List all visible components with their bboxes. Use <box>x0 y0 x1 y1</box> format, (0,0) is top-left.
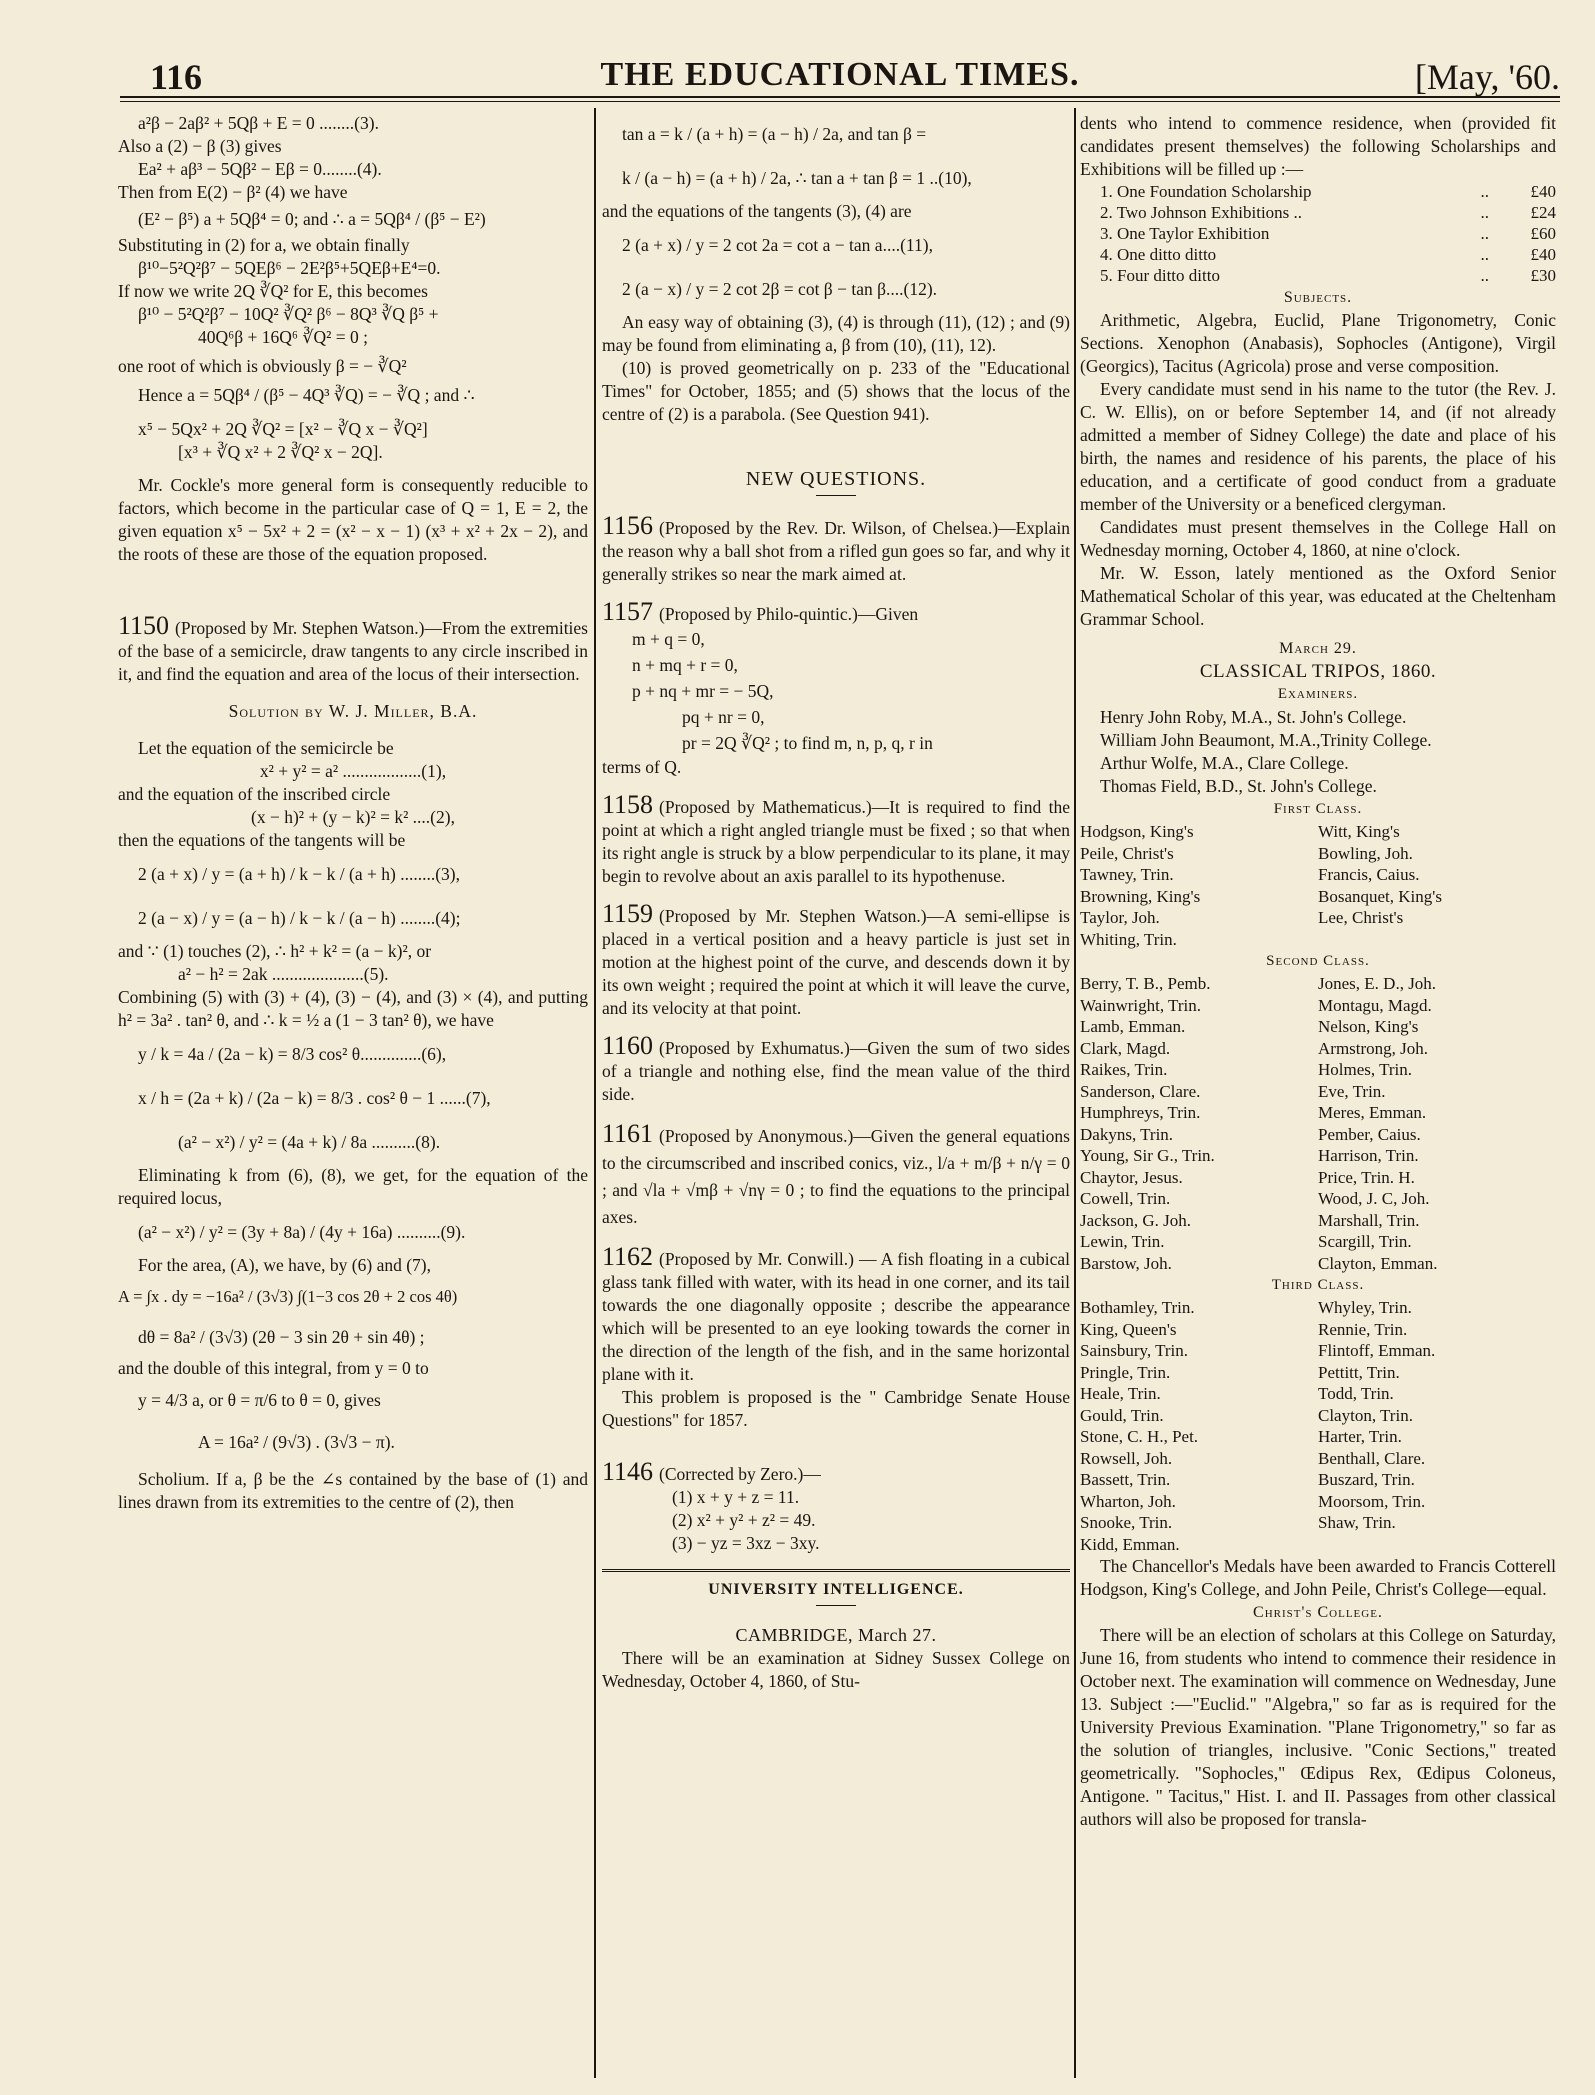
equation: (E² − β⁵) a + 5Qβ⁴ = 0; and ∴ a = 5Qβ⁴ / (β⁵ − E²) <box>138 209 486 229</box>
text-line: and the equations of the tangents (3), (4) are <box>602 201 912 221</box>
table-cell: Bowling, Joh. <box>1318 843 1413 863</box>
table-cell: Harrison, Trin. <box>1318 1146 1419 1165</box>
paragraph: An easy way of obtaining (3), (4) is through (11), (12) ; and (9) may be found from eliminating a, β from (10), (11), 12). <box>602 312 1070 355</box>
question-1161 <box>602 1120 1070 1231</box>
text-line: then the equations of the tangents will be <box>118 830 406 850</box>
table-cell: Meres, Emman. <box>1318 1103 1427 1122</box>
question-text: (Proposed by Exhumatus.)—Given the sum of two sides of a triangle and nothing else, find the mean value of the third side. <box>602 1038 1070 1104</box>
table-cell <box>1318 929 1556 951</box>
paragraph: This problem is proposed is the " Cambridge Senate House Questions" for 1857. <box>602 1387 1070 1430</box>
table-cell: Todd, Trin. <box>1318 1384 1394 1403</box>
equation: (3) − yz = 3xz − 3xy. <box>672 1533 820 1553</box>
table-row <box>1080 1383 1556 1405</box>
equation: 2 (a + x) / y = (a + h) / k − k / (a + h) ........(3), <box>138 864 460 884</box>
paragraph: There will be an election of scholars at this College on Saturday, June 16, from students who intend to commence their residence in October next. The examination will commence on Wednesday, June 13. Subject :—"Euclid." "Algebra," so far as is required for the University Previous Examination. "Plane Trigonometry," so far as the solution of triangles, inclusive. "Conic Sections," treated geometrically. "Sophocles," Œdipus Rex, Œdipus Coloneus, Antigone. " Tacitus," Hist. I. and II. Passages from other classical authors will also be proposed for transla- <box>1080 1625 1556 1829</box>
paragraph: (10) is proved geometrically on p. 233 of the "Educational Times" for October, 1855; and (5) shows that the locus of the centre of (2) is a parabola. (See Question 941). <box>602 358 1070 424</box>
question-number: 1160 <box>602 1031 654 1060</box>
table-row <box>1080 1448 1556 1470</box>
table-cell: Clayton, Trin. <box>1318 1405 1413 1425</box>
table-cell: .. <box>1480 224 1489 243</box>
table-cell: Peile, Christ's <box>1080 843 1174 863</box>
equation: x / h = (2a + k) / (2a − k) = 8/3 . cos² θ − 1 ......(7), <box>138 1088 491 1108</box>
second-class-heading: Second Class. <box>1266 953 1370 969</box>
table-row <box>1080 1038 1556 1060</box>
column-divider-1 <box>594 108 596 2078</box>
table-cell: 3. One Taylor Exhibition <box>1100 224 1270 243</box>
table-row <box>1080 223 1556 244</box>
table-cell: Stone, C. H., Pet. <box>1080 1427 1199 1446</box>
paragraph: Every candidate must send in his name to the tutor (the Rev. J. C. W. Ellis), on or before September 14, and (if not already admitted a member of Sidney College) the date and place of his birth, the names and residence of his parents, the place of his education, and a certificate of good conduct from a graduate member of the University or a beneficed clergyman. <box>1080 379 1556 514</box>
divider <box>816 1605 856 1606</box>
question-1162 <box>602 1242 1070 1386</box>
table-cell: Pringle, Trin. <box>1080 1362 1171 1382</box>
table-row <box>1080 995 1556 1017</box>
table-cell: Lamb, Emman. <box>1080 1017 1186 1036</box>
question-text: (Proposed by Mr. Stephen Watson.)—From the extremities of the base of a semicircle, draw tangents to any circle inscribed in it, and find the equation and area of the locus of their intersection. <box>118 618 588 684</box>
table-row <box>1080 244 1556 265</box>
question-1160 <box>602 1031 1070 1106</box>
equation: a²β − 2aβ² + 5Qβ + E = 0 ........(3). <box>138 113 379 133</box>
table-row <box>1080 864 1556 886</box>
text-line: one root of which is obviously β = − ∛Q² <box>118 356 407 376</box>
table-cell: Eve, Trin. <box>1318 1081 1386 1101</box>
question-number: 1159 <box>602 899 654 928</box>
table-row <box>1080 265 1556 286</box>
question-1146 <box>602 1457 1070 1486</box>
table-cell: £24 <box>1530 203 1556 222</box>
table-cell: Bassett, Trin. <box>1080 1470 1171 1489</box>
examiner: William John Beaumont, M.A.,Trinity College. <box>1100 730 1432 750</box>
examiner: Henry John Roby, M.A., St. John's College. <box>1100 707 1407 727</box>
examiners-heading: Examiners. <box>1277 686 1359 702</box>
text-line: Substituting in (2) for a, we obtain finally <box>118 235 410 255</box>
table-cell: Armstrong, Joh. <box>1318 1038 1429 1058</box>
question-1150 <box>118 611 588 686</box>
table-row <box>1080 1319 1556 1341</box>
table-row <box>1080 1081 1556 1103</box>
table-row <box>1080 821 1556 843</box>
table-cell: Jones, E. D., Joh. <box>1318 974 1437 993</box>
table-cell: Whyley, Trin. <box>1318 1298 1412 1317</box>
text-line: and the double of this integral, from y = 0 to <box>118 1358 429 1378</box>
table-cell: Berry, T. B., Pemb. <box>1080 974 1211 993</box>
march-heading: March 29. <box>1279 640 1357 657</box>
table-row <box>1080 202 1556 223</box>
question-text: (Proposed by the Rev. Dr. Wilson, of Chelsea.)—Explain the reason why a ball shot from a rifled gun goes so far, and why it generally strikes so near the mark aimed at. <box>602 518 1070 584</box>
table-row <box>1080 1059 1556 1081</box>
first-class-table <box>1080 821 1556 950</box>
examiner: Arthur Wolfe, M.A., Clare College. <box>1100 753 1349 773</box>
table-cell: Browning, King's <box>1080 886 1201 906</box>
table-cell: Marshall, Trin. <box>1318 1210 1420 1230</box>
table-cell: Harter, Trin. <box>1318 1427 1402 1446</box>
text-line: For the area, (A), we have, by (6) and (7), <box>138 1255 432 1275</box>
table-cell: Price, Trin. H. <box>1318 1167 1415 1187</box>
table-row <box>1080 1297 1556 1319</box>
question-text: (Proposed by Anonymous.)—Given the general equations to the circumscribed and inscribed conics, viz., l/a + m/β + n/γ = 0 ; and √la + √mβ + √nγ = 0 ; to find the equations to the principal axes. <box>602 1126 1070 1227</box>
table-cell: Rowsell, Joh. <box>1080 1448 1173 1468</box>
equation: 2 (a + x) / y = 2 cot 2a = cot a − tan a....(11), <box>622 235 933 255</box>
paragraph: Scholium. If a, β be the ∠s contained by the base of (1) and lines drawn from its extremities to the centre of (2), then <box>118 1469 588 1512</box>
question-number: 1158 <box>602 790 654 819</box>
equation: pr = 2Q ∛Q² ; to find m, n, p, q, r in <box>682 733 933 753</box>
table-cell: Sainsbury, Trin. <box>1080 1341 1189 1360</box>
table-cell: Humphreys, Trin. <box>1080 1103 1201 1122</box>
publication-title: THE EDUCATIONAL TIMES. <box>600 56 1080 93</box>
question-text: (Proposed by Mathematicus.)—It is required to find the point at which a right angled triangle must be fixed ; so that when its right angle is struck by a blow perpendicular to its plane, it may begin to revolve about an axis parallel to its hypothenuse. <box>602 797 1070 886</box>
page-header <box>120 52 1560 96</box>
table-row <box>1080 1340 1556 1362</box>
equation: β¹⁰ − 5²Q²β⁷ − 10Q² ∛Q² β⁶ − 8Q³ ∛Q β⁵ + <box>138 304 439 324</box>
table-cell: Young, Sir G., Trin. <box>1080 1146 1215 1165</box>
equation: 40Q⁶β + 16Q⁶ ∛Q² = 0 ; <box>198 327 369 347</box>
table-cell: Buszard, Trin. <box>1318 1470 1415 1489</box>
table-cell: Holmes, Trin. <box>1318 1060 1412 1079</box>
equation: 2 (a − x) / y = 2 cot 2β = cot β − tan β....(12). <box>622 279 938 299</box>
table-row <box>1080 1512 1556 1534</box>
table-cell: King, Queen's <box>1080 1319 1177 1339</box>
table-cell: £30 <box>1530 266 1556 285</box>
table-row <box>1080 929 1556 951</box>
equation: x² + y² = a² ..................(1), <box>259 761 447 781</box>
equation: Ea² + aβ³ − 5Qβ² − Eβ = 0........(4). <box>138 159 382 179</box>
text-line: terms of Q. <box>602 757 682 777</box>
equation: a² − h² = 2ak .....................(5). <box>178 964 389 984</box>
table-cell: 4. One ditto ditto <box>1100 245 1217 264</box>
text-line: Also a (2) − β (3) gives <box>118 136 282 156</box>
equation: y / k = 4a / (2a − k) = 8/3 cos² θ..............(6), <box>138 1044 447 1064</box>
paragraph: Eliminating k from (6), (8), we get, for the equation of the required locus, <box>118 1165 588 1208</box>
third-class-heading: Third Class. <box>1271 1277 1365 1293</box>
paragraph: There will be an examination at Sidney Sussex College on Wednesday, October 4, 1860, of Stu- <box>602 1648 1070 1691</box>
christs-college-heading: Christ's College. <box>1253 1604 1383 1621</box>
equation: p + nq + mr = − 5Q, <box>632 681 774 701</box>
divider <box>816 495 856 496</box>
table-cell: Shaw, Trin. <box>1318 1513 1396 1532</box>
table-cell: Witt, King's <box>1318 822 1400 841</box>
paragraph: Mr. W. Esson, lately mentioned as the Oxford Senior Mathematical Scholar of this year, was educated at the Cheltenham Grammar School. <box>1080 563 1556 629</box>
equation: A = ∫x . dy = −16a² / (3√3) ∫(1−3 cos 2θ + 2 cos 4θ) <box>118 1287 458 1306</box>
table-row <box>1080 181 1556 202</box>
equation: (2) x² + y² + z² = 49. <box>672 1510 816 1530</box>
table-cell: Dakyns, Trin. <box>1080 1124 1174 1144</box>
table-cell: .. <box>1480 266 1489 285</box>
third-class-table <box>1080 1297 1556 1555</box>
scholarships-table <box>1080 181 1556 286</box>
table-cell: Francis, Caius. <box>1318 865 1420 884</box>
page-number: 116 <box>150 57 203 97</box>
equation: (a² − x²) / y² = (3y + 8a) / (4y + 16a) ..........(9). <box>138 1222 466 1242</box>
table-row <box>1080 973 1556 995</box>
table-cell: Bothamley, Trin. <box>1080 1298 1195 1317</box>
equation: (a² − x²) / y² = (4a + k) / 8a ..........(8). <box>178 1132 441 1152</box>
table-cell: .. <box>1480 203 1489 222</box>
table-cell: £60 <box>1530 224 1556 243</box>
table-cell: 2. Two Johnson Exhibitions .. <box>1100 203 1303 222</box>
paragraph: dents who intend to commence residence, when (provided fit candidates present themselves) the following Scholarships and Exhibitions will be filled up :— <box>1080 113 1556 179</box>
table-row <box>1080 1405 1556 1427</box>
table-cell: Moorsom, Trin. <box>1318 1491 1426 1511</box>
table-cell: Wood, J. C, Joh. <box>1318 1189 1430 1208</box>
table-row <box>1080 1534 1556 1556</box>
table-cell: Lewin, Trin. <box>1080 1232 1165 1251</box>
table-cell: Whiting, Trin. <box>1080 929 1177 949</box>
cambridge-heading: CAMBRIDGE, March 27. <box>735 1625 937 1645</box>
table-cell: Jackson, G. Joh. <box>1080 1210 1191 1230</box>
question-1158 <box>602 790 1070 888</box>
table-row <box>1080 1145 1556 1167</box>
text-line: If now we write 2Q ∛Q² for E, this becomes <box>118 281 428 301</box>
table-cell: .. <box>1480 182 1489 201</box>
question-text: (Proposed by Mr. Stephen Watson.)—A semi-ellipse is placed in a vertical position and a heavy particle is just set in motion at the highest point of the curve, and descends down it by its own weight ; required the point at which it will leave the curve, and its velocity at that point. <box>602 906 1070 1018</box>
paragraph: The Chancellor's Medals have been awarded to Francis Cotterell Hodgson, King's College, and John Peile, Christ's College—equal. <box>1080 1556 1556 1599</box>
table-cell: .. <box>1480 245 1489 264</box>
equation: y = 4/3 a, or θ = π/6 to θ = 0, gives <box>138 1390 381 1410</box>
column-1 <box>118 112 588 1514</box>
table-cell: Kidd, Emman. <box>1080 1534 1180 1554</box>
table-cell: £40 <box>1530 182 1556 201</box>
table-row <box>1080 1102 1556 1124</box>
text-line: Let the equation of the semicircle be <box>138 738 394 758</box>
table-cell: Hodgson, King's <box>1080 822 1194 841</box>
table-row <box>1080 843 1556 865</box>
paragraph: Candidates must present themselves in the College Hall on Wednesday morning, October 4, 1860, at nine o'clock. <box>1080 517 1556 560</box>
table-row <box>1080 1167 1556 1189</box>
equation: n + mq + r = 0, <box>632 655 738 675</box>
equation: [x³ + ∛Q x² + 2 ∛Q² x − 2Q]. <box>178 442 383 462</box>
question-text: (Proposed by Philo-quintic.)—Given <box>659 604 919 624</box>
question-1159 <box>602 899 1070 1020</box>
table-cell: Montagu, Magd. <box>1318 995 1432 1015</box>
table-cell: £40 <box>1530 245 1556 264</box>
equation: (1) x + y + z = 11. <box>672 1487 800 1507</box>
table-cell: Raikes, Trin. <box>1080 1060 1168 1079</box>
solution-heading: Solution by W. J. Miller, B.A. <box>228 701 478 721</box>
university-intelligence-heading: UNIVERSITY INTELLIGENCE. <box>708 1581 964 1598</box>
paragraph: Combining (5) with (3) + (4), (3) − (4), and (3) × (4), and putting h² = 3a² . tan² θ, and ∴ k = ½ a (1 − 3 tan² θ), we have <box>118 987 588 1030</box>
table-cell <box>1318 1534 1556 1556</box>
question-number: 1162 <box>602 1242 654 1271</box>
equation: m + q = 0, <box>632 629 705 649</box>
table-cell: Scargill, Trin. <box>1318 1232 1412 1251</box>
table-cell: Wainwright, Trin. <box>1080 995 1201 1015</box>
question-text: (Proposed by Mr. Conwill.) — A fish floating in a cubical glass tank filled with water, with its head in one corner, and its tail towards the one diagonally opposite ; describe the appearance which will be presented to an eye looking towards the corner in the direction of the length of the fish, and in the same horizontal plane with it. <box>602 1249 1070 1384</box>
table-cell: Gould, Trin. <box>1080 1405 1164 1425</box>
table-cell: Heale, Trin. <box>1080 1384 1161 1403</box>
first-class-heading: First Class. <box>1273 801 1363 817</box>
table-cell: Pember, Caius. <box>1318 1124 1421 1144</box>
equation: tan a = k / (a + h) = (a − h) / 2a, and tan β = <box>622 124 927 144</box>
table-cell: Cowell, Trin. <box>1080 1189 1171 1208</box>
table-cell: Flintoff, Emman. <box>1318 1341 1436 1360</box>
equation: k / (a − h) = (a + h) / 2a, ∴ tan a + tan β = 1 ..(10), <box>622 168 972 188</box>
table-cell: Barstow, Joh. <box>1080 1253 1172 1273</box>
table-row <box>1080 1426 1556 1448</box>
tripos-heading: CLASSICAL TRIPOS, 1860. <box>1199 661 1437 682</box>
question-number: 1161 <box>602 1119 654 1148</box>
equation: A = 16a² / (9√3) . (3√3 − π). <box>198 1432 395 1452</box>
text-line: and the equation of the inscribed circle <box>118 784 391 804</box>
table-row <box>1080 1231 1556 1253</box>
header-rule-thin <box>120 101 1560 102</box>
table-row <box>1080 1210 1556 1232</box>
column-divider-2 <box>1074 108 1076 2078</box>
table-cell: Taylor, Joh. <box>1080 908 1160 927</box>
table-cell: Nelson, King's <box>1318 1017 1419 1036</box>
table-cell: Pettitt, Trin. <box>1318 1362 1400 1382</box>
table-row <box>1080 1491 1556 1513</box>
question-number: 1157 <box>602 597 654 626</box>
subjects-heading: Subjects. <box>1283 289 1353 306</box>
table-cell: Rennie, Trin. <box>1318 1319 1408 1339</box>
equation: x⁵ − 5Qx² + 2Q ∛Q² = [x² − ∛Q x − ∛Q²] <box>138 419 428 439</box>
question-number: 1156 <box>602 511 654 540</box>
column-2 <box>602 112 1070 1693</box>
question-1157 <box>602 597 1070 626</box>
table-cell: Clark, Magd. <box>1080 1038 1171 1058</box>
equation: β¹⁰−5²Q²β⁷ − 5QEβ⁶ − 2E²β⁵+5QEβ+E⁴=0. <box>138 258 441 278</box>
table-row <box>1080 1124 1556 1146</box>
question-number: 1146 <box>602 1457 654 1486</box>
table-cell: Lee, Christ's <box>1318 908 1404 927</box>
header-rule <box>120 96 1560 98</box>
table-cell: Sanderson, Clare. <box>1080 1081 1201 1101</box>
table-row <box>1080 1016 1556 1038</box>
table-cell: 5. Four ditto ditto <box>1100 266 1220 285</box>
examiner: Thomas Field, B.D., St. John's College. <box>1100 776 1377 796</box>
column-3 <box>1080 112 1556 1831</box>
table-row <box>1080 1188 1556 1210</box>
question-text: (Corrected by Zero.)— <box>659 1464 821 1484</box>
table-cell: Bosanquet, King's <box>1318 886 1442 906</box>
table-row <box>1080 1253 1556 1275</box>
new-questions-heading: NEW QUESTIONS. <box>745 468 927 490</box>
table-cell: Clayton, Emman. <box>1318 1253 1438 1273</box>
question-number: 1150 <box>118 611 170 640</box>
table-cell: Snooke, Trin. <box>1080 1513 1173 1532</box>
equation: 2 (a − x) / y = (a − h) / k − k / (a − h) ........(4); <box>138 908 461 928</box>
table-row <box>1080 1469 1556 1491</box>
second-class-table <box>1080 973 1556 1274</box>
issue-date: [May, '60. <box>1414 57 1560 97</box>
text-line: Then from E(2) − β² (4) we have <box>118 182 348 202</box>
equation: dθ = 8a² / (3√3) (2θ − 3 sin 2θ + sin 4θ) ; <box>138 1327 425 1347</box>
equation: (x − h)² + (y − k)² = k² ....(2), <box>251 807 455 827</box>
table-cell: Chaytor, Jesus. <box>1080 1167 1183 1187</box>
table-cell: Tawney, Trin. <box>1080 865 1174 884</box>
table-cell: Benthall, Clare. <box>1318 1448 1426 1468</box>
text-line: and ∵ (1) touches (2), ∴ h² + k² = (a − k)², or <box>118 941 432 961</box>
question-1156 <box>602 511 1070 586</box>
table-row <box>1080 907 1556 929</box>
equation: pq + nr = 0, <box>682 707 765 727</box>
section-divider <box>602 1569 1070 1572</box>
equation: Hence a = 5Qβ⁴ / (β⁵ − 4Q³ ∛Q) = − ∛Q ; and ∴ <box>138 385 475 405</box>
table-row <box>1080 1362 1556 1384</box>
paragraph: Arithmetic, Algebra, Euclid, Plane Trigonometry, Conic Sections. Xenophon (Anabasis), Sophocles (Antigone), Virgil (Georgics), Tacitus (Agricola) prose and verse composition. <box>1080 310 1556 376</box>
table-cell: 1. One Foundation Scholarship <box>1100 182 1312 201</box>
paragraph: Mr. Cockle's more general form is consequently reducible to factors, which become in the particular case of Q = 1, E = 2, the given equation x⁵ − 5x² + 2 = (x² − x − 1) (x³ + x² + 2x − 2), and the roots of these are those of the equation proposed. <box>118 475 588 564</box>
table-row <box>1080 886 1556 908</box>
table-cell: Wharton, Joh. <box>1080 1491 1176 1511</box>
